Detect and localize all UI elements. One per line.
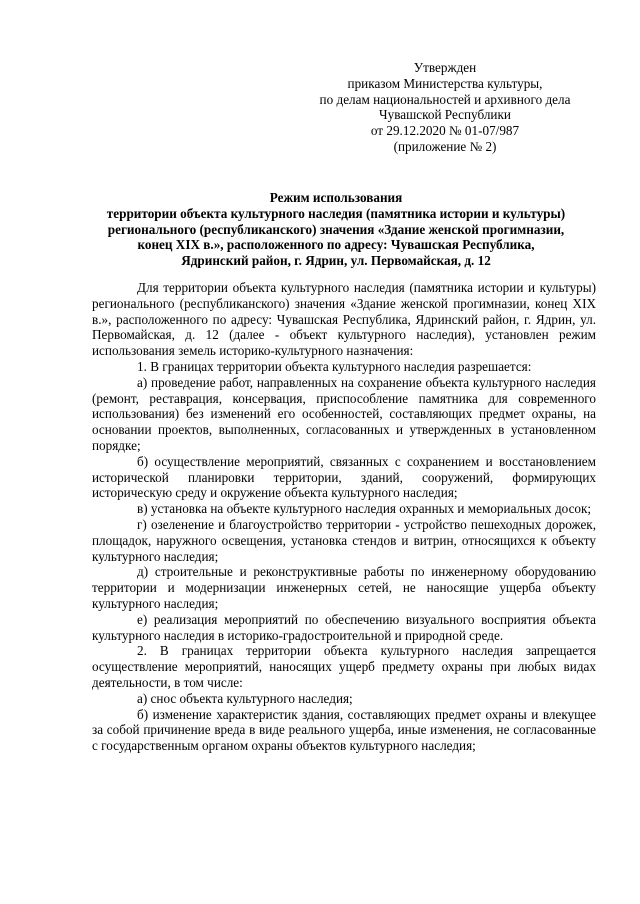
intro-paragraph: Для территории объекта культурного наследия (памятника истории и культуры) регионального (республиканского) значения «Здание женской прогимназии, конец XIX в.», расположенного по адресу: Чувашская Республика, Ядринский район, г. Ядрин, ул. Первомайская, д. 12 (далее - объект культурного наследия), установлен режим использования земель историко-культурного назначения:: [92, 280, 596, 359]
approval-line-date-number: от 29.12.2020 № 01-07/987: [370, 123, 520, 139]
title-line-1: Режим использования: [269, 190, 403, 205]
item-1d: д) строительные и реконструктивные работы по инженерному оборудованию территории и модернизации инженерных сетей, не наносящие ущерба объекту культурного наследия;: [92, 564, 596, 611]
title-line-4: конец XIX в.», расположенного по адресу: Чувашская Республика,: [137, 237, 535, 253]
document-title: [86, 190, 586, 269]
document-body: [92, 280, 596, 754]
approval-line-order: приказом Министерства культуры,: [347, 75, 543, 91]
title-line-5: Ядринский район, г. Ядрин, ул. Первомайская, д. 12: [181, 253, 491, 269]
title-line-2: территории объекта культурного наследия (памятника истории и культуры): [106, 205, 566, 221]
approval-line-republic: Чувашской Республики: [379, 107, 511, 123]
approval-line-appendix: (приложение № 2): [393, 138, 497, 154]
item-2b: б) изменение характеристик здания, составляющих предмет охраны и влекущее за собой причинение вреда в виде реального ущерба, иные изменения, не согласованные с государственным органом охраны объектов культурного наследия;: [92, 706, 596, 754]
item-1v: в) установка на объекте культурного наследия охранных и мемориальных досок;: [137, 501, 592, 517]
section-2-heading: 2. В границах территории объекта культурного наследия запрещается осуществление мероприятий, наносящих ущерб предмету охраны при любых видах деятельности, в том числе:: [92, 643, 596, 690]
item-1e: е) реализация мероприятий по обеспечению визуального восприятия объекта культурного наследия в историко-градостроительной и природной среде.: [92, 611, 596, 643]
item-1g: г) озеленение и благоустройство территории - устройство пешеходных дорожек, площадок, наружного освещения, установка стендов и витрин, относящихся к объекту культурного наследия;: [92, 516, 596, 564]
title-line-3: регионального (республиканского) значения «Здание женской прогимназии,: [107, 221, 565, 237]
item-1a: а) проведение работ, направленных на сохранение объекта культурного наследия (ремонт, реставрация, консервация, приспособление памятника для современного использования) без изменений его особенностей, составляющих предмет охраны, на основании проектов, выполненных, согласованных и утвержденных в установленном порядке;: [92, 374, 596, 453]
item-2a: а) снос объекта культурного наследия;: [137, 690, 353, 706]
item-1b: б) осуществление мероприятий, связанных с сохранением и восстановлением исторической планировки территории, зданий, сооружений, формирующих историческую среду и окружение объекта культурного наследия;: [92, 453, 596, 501]
approval-block: [290, 60, 600, 155]
section-1-heading: 1. В границах территории объекта культурного наследия разрешается:: [137, 358, 532, 374]
approval-line-approved: Утвержден: [413, 60, 477, 75]
approval-line-department: по делам национальностей и архивного дела: [319, 91, 571, 107]
